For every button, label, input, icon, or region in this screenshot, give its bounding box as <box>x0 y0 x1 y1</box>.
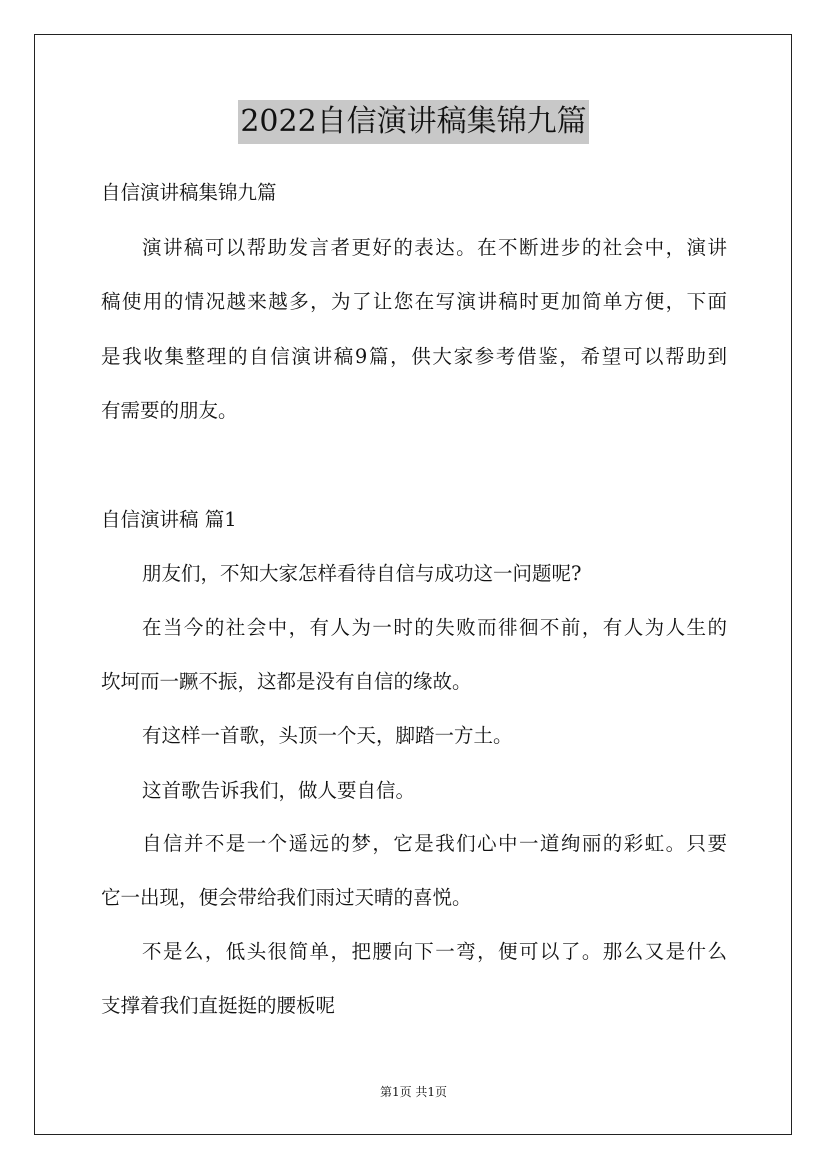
title-container <box>0 100 827 144</box>
document-title: 2022自信演讲稿集锦九篇 <box>238 100 588 144</box>
paragraph-line: 有这样一首歌，头顶一个天，脚踏一方土。 <box>142 724 513 747</box>
paragraph-line: 支撑着我们直挺挺的腰板呢 <box>101 994 336 1017</box>
paragraph-line: 稿使用的情况越来越多，为了让您在写演讲稿时更加简单方便，下面 <box>101 290 727 313</box>
paragraph-line: 在当今的社会中，有人为一时的失败而徘徊不前，有人为人生的 <box>142 616 727 639</box>
section-heading: 自信演讲稿 篇1 <box>101 508 237 531</box>
document-subtitle: 自信演讲稿集锦九篇 <box>101 181 277 204</box>
paragraph-line: 有需要的朋友。 <box>101 399 238 422</box>
paragraph-line: 朋友们，不知大家怎样看待自信与成功这一问题呢? <box>142 562 582 585</box>
paragraph-line: 是我收集整理的自信演讲稿9篇，供大家参考借鉴，希望可以帮助到 <box>101 345 727 368</box>
paragraph-line: 不是么，低头很简单，把腰向下一弯，便可以了。那么又是什么 <box>142 940 727 963</box>
paragraph-line: 这首歌告诉我们，做人要自信。 <box>142 779 416 802</box>
paragraph-line: 自信并不是一个遥远的梦，它是我们心中一道绚丽的彩虹。只要 <box>142 832 727 855</box>
paragraph-line: 演讲稿可以帮助发言者更好的表达。在不断进步的社会中，演讲 <box>142 236 727 259</box>
paragraph-line: 它一出现，便会带给我们雨过天晴的喜悦。 <box>101 886 472 909</box>
paragraph-line: 坎坷而一蹶不振，这都是没有自信的缘故。 <box>101 670 472 693</box>
page-footer: 第1页 共1页 <box>379 1085 448 1099</box>
